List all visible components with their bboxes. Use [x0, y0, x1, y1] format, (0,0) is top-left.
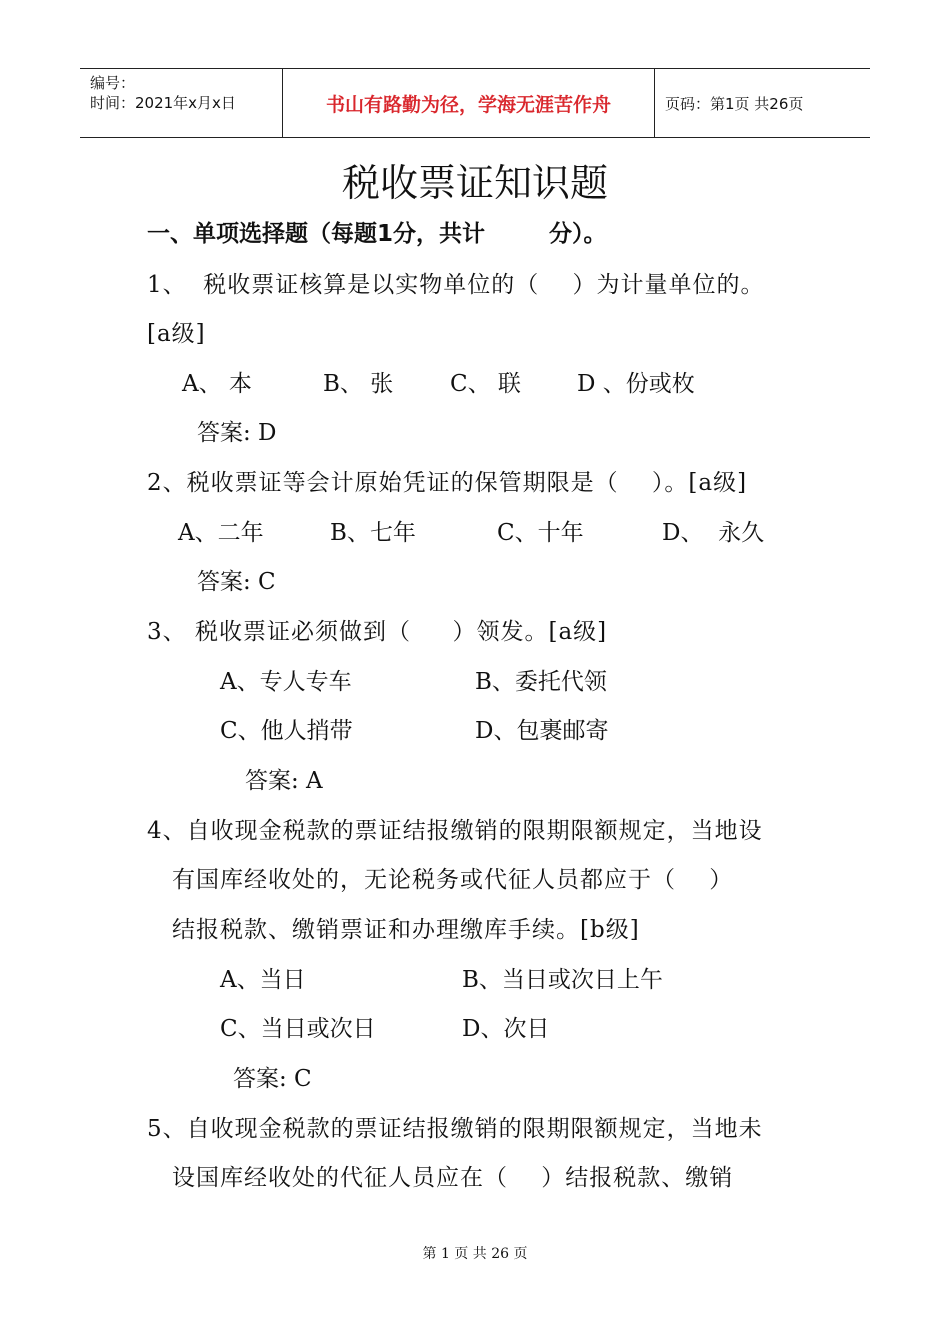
- q1-option-a: A、 本: [182, 371, 252, 397]
- q4-answer: 答案: C: [233, 1066, 312, 1092]
- q1-line1: 1、 税收票证核算是以实物单位的（ ）为计量单位的。: [147, 272, 765, 298]
- section-title: 一、单项选择题（每题1分，共计 分）。: [147, 221, 607, 247]
- q4-line2: 有国库经收处的，无论税务或代征人员都应于（ ）: [172, 867, 734, 893]
- header-table: [80, 68, 870, 138]
- q4-option-c: C、当日或次日: [220, 1016, 376, 1042]
- q1-line2: [a级]: [147, 321, 206, 347]
- q2-option-a: A、二年: [178, 520, 264, 546]
- q1-option-b: B、 张: [323, 371, 394, 397]
- q2-answer: 答案: C: [197, 569, 276, 595]
- q1-option-d: D 、份或枚: [577, 371, 695, 397]
- q2-option-b: B、七年: [330, 520, 416, 546]
- q2-option-d: D、 永久: [662, 520, 765, 546]
- q4-line3: 结报税款、缴销票证和办理缴库手续。[b级]: [172, 917, 640, 943]
- q3-option-d: D、包裹邮寄: [475, 718, 609, 744]
- q2-option-c: C、十年: [497, 520, 584, 546]
- header-info-cell: [80, 69, 283, 137]
- page-footer: 第 1 页 共 26 页: [422, 1246, 528, 1262]
- q2-line1: 2、税收票证等会计原始凭证的保管期限是（ ）。[a级]: [147, 470, 748, 496]
- date-label: 时间：2021年x月x日: [90, 94, 236, 112]
- q3-answer: 答案: A: [245, 768, 323, 794]
- q3-option-a: A、专人专车: [220, 669, 352, 695]
- header-motto: 书山有路勤为径，学海无涯苦作舟: [283, 69, 655, 137]
- q1-answer: 答案: D: [197, 420, 277, 446]
- doc-title: 税收票证知识题: [341, 161, 608, 205]
- q5-line1: 5、自收现金税款的票证结报缴销的限期限额规定，当地未: [147, 1116, 763, 1142]
- q4-option-d: D、次日: [462, 1016, 550, 1042]
- q3-option-c: C、他人捎带: [220, 718, 353, 744]
- header-page-info: 页码：第1页 共26页: [665, 94, 804, 113]
- q4-option-b: B、当日或次日上午: [462, 967, 663, 993]
- serial-label: 编号：: [90, 74, 136, 92]
- q5-line2: 设国库经收处的代征人员应在（ ）结报税款、缴销: [172, 1165, 734, 1191]
- q3-line1: 3、 税收票证必须做到（ ）领发。[a级]: [147, 619, 608, 645]
- q4-option-a: A、当日: [220, 967, 306, 993]
- q1-option-c: C、 联: [450, 371, 521, 397]
- q3-option-b: B、委托代领: [475, 669, 607, 695]
- q4-line1: 4、自收现金税款的票证结报缴销的限期限额规定，当地设: [147, 818, 763, 844]
